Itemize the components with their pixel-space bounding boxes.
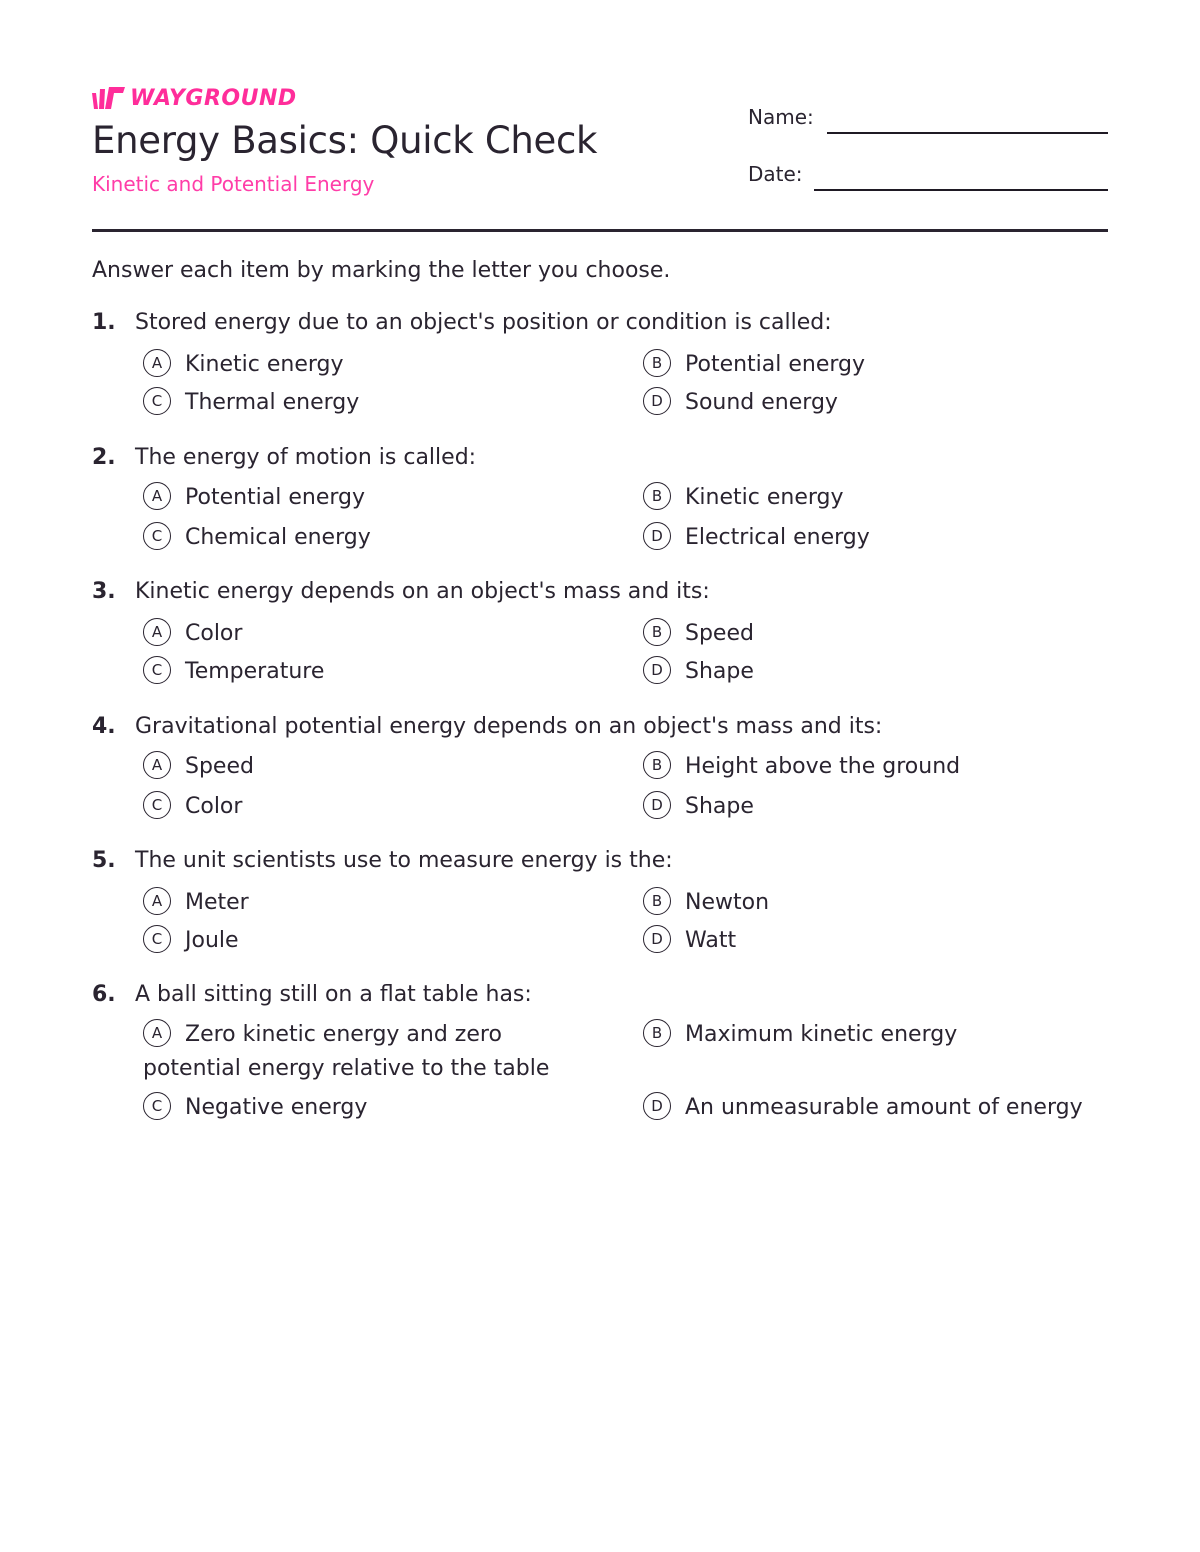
option-d[interactable] (643, 1091, 1103, 1125)
option-b[interactable] (643, 750, 1103, 784)
option-a[interactable] (143, 348, 603, 382)
question-number: 1. (92, 310, 116, 335)
answer-bubble[interactable]: B (643, 1019, 671, 1047)
option-text: Negative energy (185, 1095, 368, 1120)
option-text: Potential energy (685, 352, 866, 377)
instructions: Answer each item by marking the letter you choose. (92, 258, 671, 283)
answer-bubble[interactable]: A (143, 349, 171, 377)
answer-bubble[interactable]: C (143, 522, 171, 550)
option-a[interactable] (143, 481, 603, 515)
option-d[interactable] (643, 790, 1103, 824)
answer-bubble[interactable]: B (643, 349, 671, 377)
option-text: Speed (185, 754, 254, 779)
answer-bubble[interactable]: A (143, 751, 171, 779)
option-text: Kinetic energy (685, 485, 844, 510)
answer-bubble[interactable]: B (643, 887, 671, 915)
option-b[interactable] (643, 617, 1103, 651)
option-c[interactable] (143, 790, 603, 824)
option-b[interactable] (643, 886, 1103, 920)
option-text: Zero kinetic energy and zero potential energy relative to the table (143, 1022, 550, 1081)
answer-bubble[interactable]: A (143, 618, 171, 646)
option-a[interactable] (143, 886, 603, 920)
question-number: 3. (92, 579, 116, 604)
option-c[interactable] (143, 1091, 603, 1125)
answer-bubble[interactable]: C (143, 656, 171, 684)
answer-bubble[interactable]: A (143, 482, 171, 510)
option-text: Speed (685, 621, 754, 646)
header-divider (92, 229, 1108, 232)
question-text: Stored energy due to an object's position or condition is called: (135, 310, 832, 335)
name-field[interactable] (827, 132, 1108, 134)
answer-bubble[interactable]: C (143, 791, 171, 819)
option-c[interactable] (143, 924, 603, 958)
date-field[interactable] (814, 189, 1108, 191)
option-a[interactable] (143, 617, 603, 651)
answer-bubble[interactable]: D (643, 387, 671, 415)
question-6 (92, 980, 1108, 1120)
answer-bubble[interactable]: D (643, 656, 671, 684)
option-text: Sound energy (685, 390, 838, 415)
question-text: The unit scientists use to measure energy is the: (135, 848, 673, 873)
question-2 (92, 443, 1108, 550)
answer-bubble[interactable]: A (143, 887, 171, 915)
option-text: Maximum kinetic energy (685, 1022, 958, 1047)
question-number: 2. (92, 445, 116, 470)
question-text: A ball sitting still on a flat table has: (135, 982, 532, 1007)
option-text: Color (185, 794, 243, 819)
option-c[interactable] (143, 521, 603, 555)
question-number: 6. (92, 982, 116, 1007)
option-text: Joule (185, 928, 239, 953)
option-text: Meter (185, 890, 249, 915)
option-d[interactable] (643, 386, 1103, 420)
answer-bubble[interactable]: D (643, 791, 671, 819)
option-d[interactable] (643, 521, 1103, 555)
answer-bubble[interactable]: C (143, 925, 171, 953)
answer-bubble[interactable]: D (643, 522, 671, 550)
answer-bubble[interactable]: D (643, 1092, 671, 1120)
answer-bubble[interactable]: B (643, 482, 671, 510)
page-title: Energy Basics: Quick Check (92, 119, 598, 162)
question-text: The energy of motion is called: (135, 445, 477, 470)
question-1 (92, 308, 1108, 415)
option-text: Newton (685, 890, 770, 915)
answer-bubble[interactable]: A (143, 1019, 171, 1047)
option-d[interactable] (643, 924, 1103, 958)
wayground-logo-icon (92, 87, 126, 111)
brand-logo (92, 86, 297, 112)
question-text: Kinetic energy depends on an object's mass and its: (135, 579, 710, 604)
option-text: Kinetic energy (185, 352, 344, 377)
answer-bubble[interactable]: B (643, 618, 671, 646)
option-c[interactable] (143, 655, 603, 689)
brand-name: WAYGROUND (130, 86, 297, 111)
option-text: Shape (685, 794, 754, 819)
option-text: Shape (685, 659, 754, 684)
date-label: Date: (748, 162, 803, 186)
option-c[interactable] (143, 386, 603, 420)
option-a[interactable] (143, 1018, 563, 1086)
page-subtitle: Kinetic and Potential Energy (92, 172, 375, 196)
option-text: Height above the ground (685, 754, 961, 779)
answer-bubble[interactable]: D (643, 925, 671, 953)
question-number: 4. (92, 714, 116, 739)
question-4 (92, 712, 1108, 819)
option-text: Chemical energy (185, 525, 371, 550)
option-a[interactable] (143, 750, 603, 784)
answer-bubble[interactable]: C (143, 387, 171, 415)
option-text: An unmeasurable amount of energy (685, 1095, 1083, 1120)
answer-bubble[interactable]: C (143, 1092, 171, 1120)
question-text: Gravitational potential energy depends on an object's mass and its: (135, 714, 883, 739)
option-b[interactable] (643, 481, 1103, 515)
question-number: 5. (92, 848, 116, 873)
option-d[interactable] (643, 655, 1103, 689)
name-label: Name: (748, 105, 814, 129)
option-text: Watt (685, 928, 737, 953)
option-text: Electrical energy (685, 525, 870, 550)
option-b[interactable] (643, 1018, 1103, 1052)
question-5 (92, 846, 1108, 953)
answer-bubble[interactable]: B (643, 751, 671, 779)
option-text: Color (185, 621, 243, 646)
option-b[interactable] (643, 348, 1103, 382)
option-text: Thermal energy (185, 390, 360, 415)
option-text: Temperature (185, 659, 325, 684)
question-3 (92, 577, 1108, 684)
option-text: Potential energy (185, 485, 366, 510)
